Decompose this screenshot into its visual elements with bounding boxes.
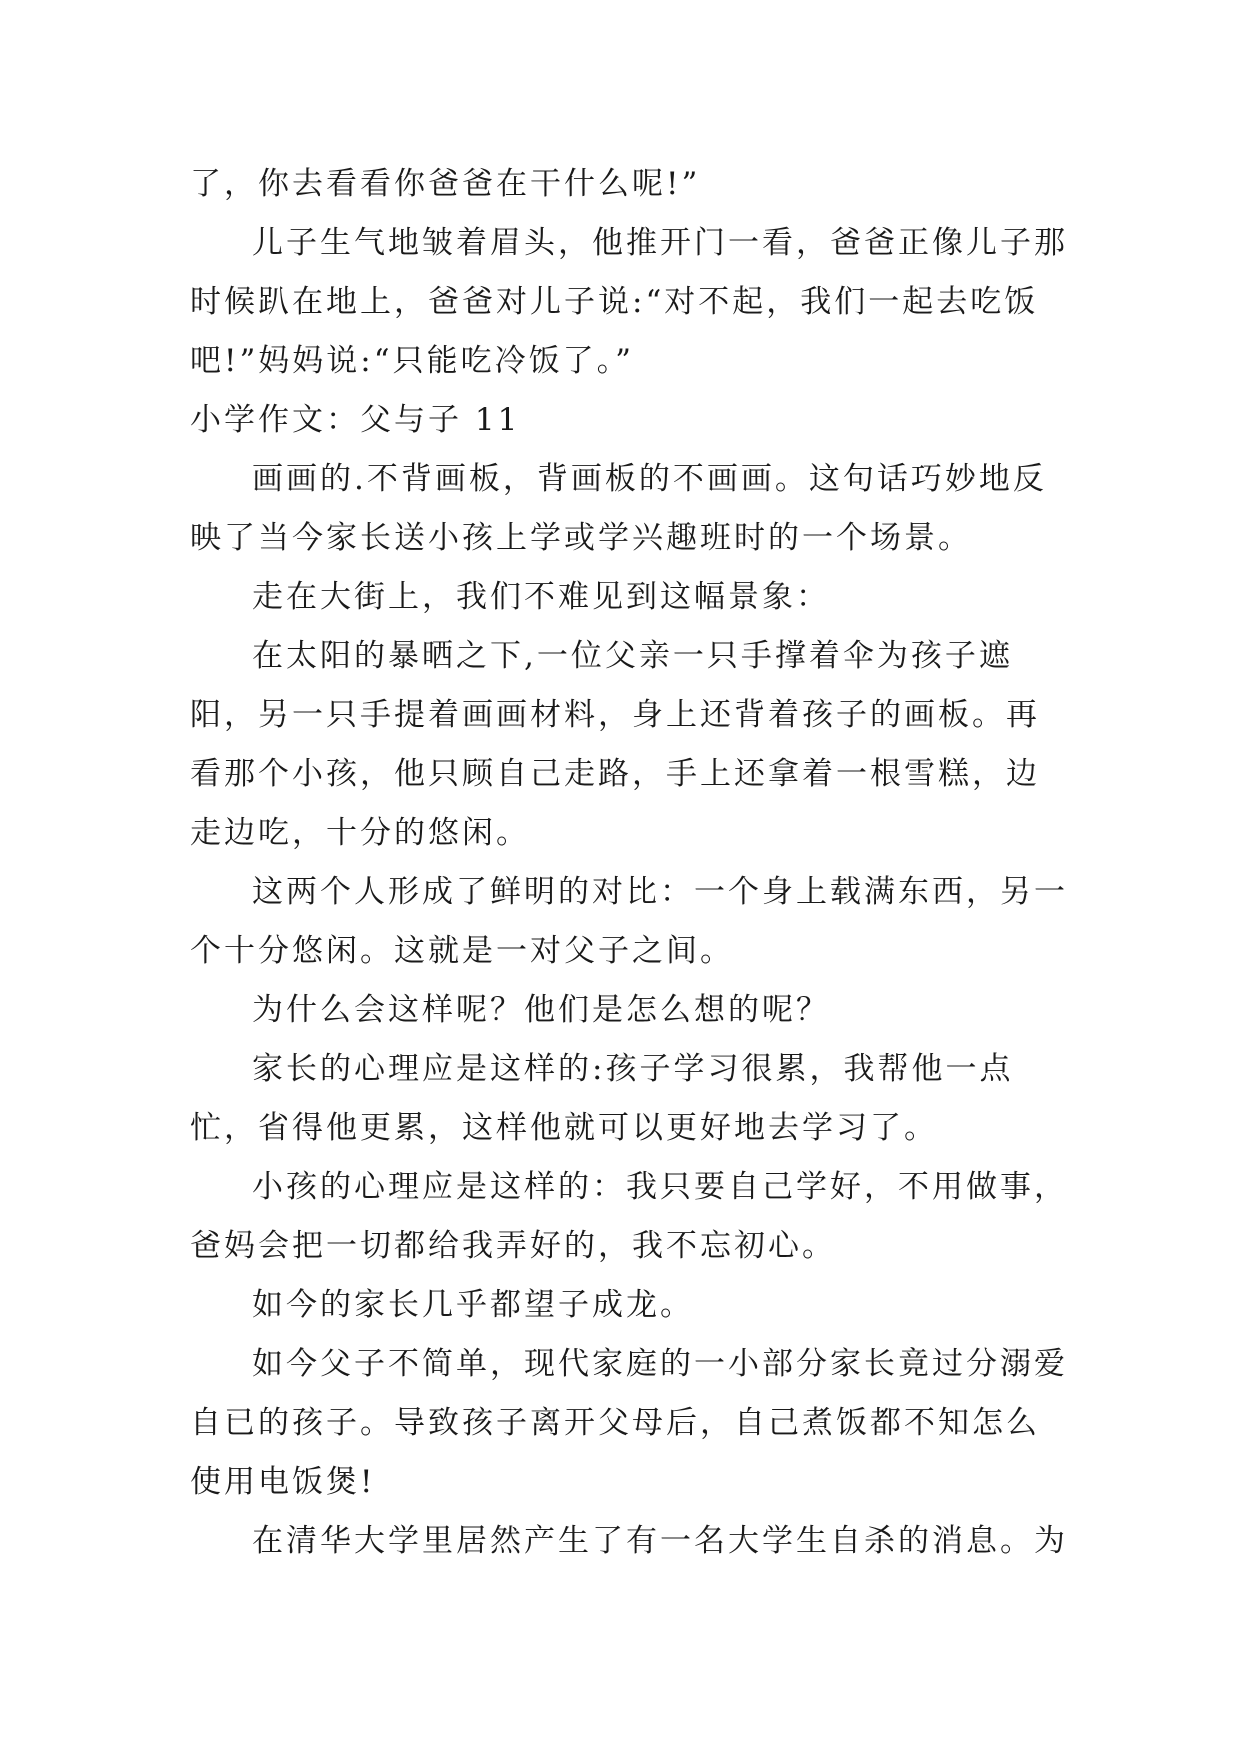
paragraph-2: 儿子生气地皱着眉头，他推开门一看，爸爸正像儿子那时候趴在地上，爸爸对儿子说:“对不起，我们一起去吃饭吧!”妈妈说:“只能吃冷饭了。” <box>190 225 1068 379</box>
paragraph-1: 了，你去看看你爸爸在干什么呢!” <box>190 166 701 202</box>
paragraph-5: 在太阳的暴晒之下,一位父亲一只手撑着伞为孩子遮阳，另一只手提着画画材料，身上还背着孩子的画板。再看那个小孩，他只顾自己走路，手上还拿着一根雪糕，边走边吃，十分的悠闲。 <box>190 638 1040 851</box>
paragraph-8: 家长的心理应是这样的:孩子学习很累，我帮他一点忙，省得他更累，这样他就可以更好地去学习了。 <box>190 1051 1014 1146</box>
paragraph-9: 小孩的心理应是这样的：我只要自己学好，不用做事，爸妈会把一切都给我弄好的，我不忘初心。 <box>190 1169 1068 1264</box>
paragraph-7: 为什么会这样呢？他们是怎么想的呢？ <box>252 992 830 1028</box>
paragraph-10: 如今的家长几乎都望子成龙。 <box>252 1287 694 1323</box>
paragraph-11: 如今父子不简单，现代家庭的一小部分家长竟过分溺爱自已的孩子。导致孩子离开父母后，自己煮饭都不知怎么使用电饭煲! <box>190 1346 1068 1500</box>
paragraph-4: 走在大街上，我们不难见到这幅景象： <box>252 579 830 615</box>
section-heading: 小学作文：父与子 11 <box>190 402 521 438</box>
document-body <box>190 155 1070 1571</box>
paragraph-6: 这两个人形成了鲜明的对比：一个身上载满东西，另一个十分悠闲。这就是一对父子之间。 <box>190 874 1068 969</box>
paragraph-12: 在清华大学里居然产生了有一名大学生自杀的消息。为 <box>252 1523 1068 1559</box>
paragraph-3: 画画的.不背画板，背画板的不画画。这句话巧妙地反映了当今家长送小孩上学或学兴趣班时的一个场景。 <box>190 461 1047 556</box>
